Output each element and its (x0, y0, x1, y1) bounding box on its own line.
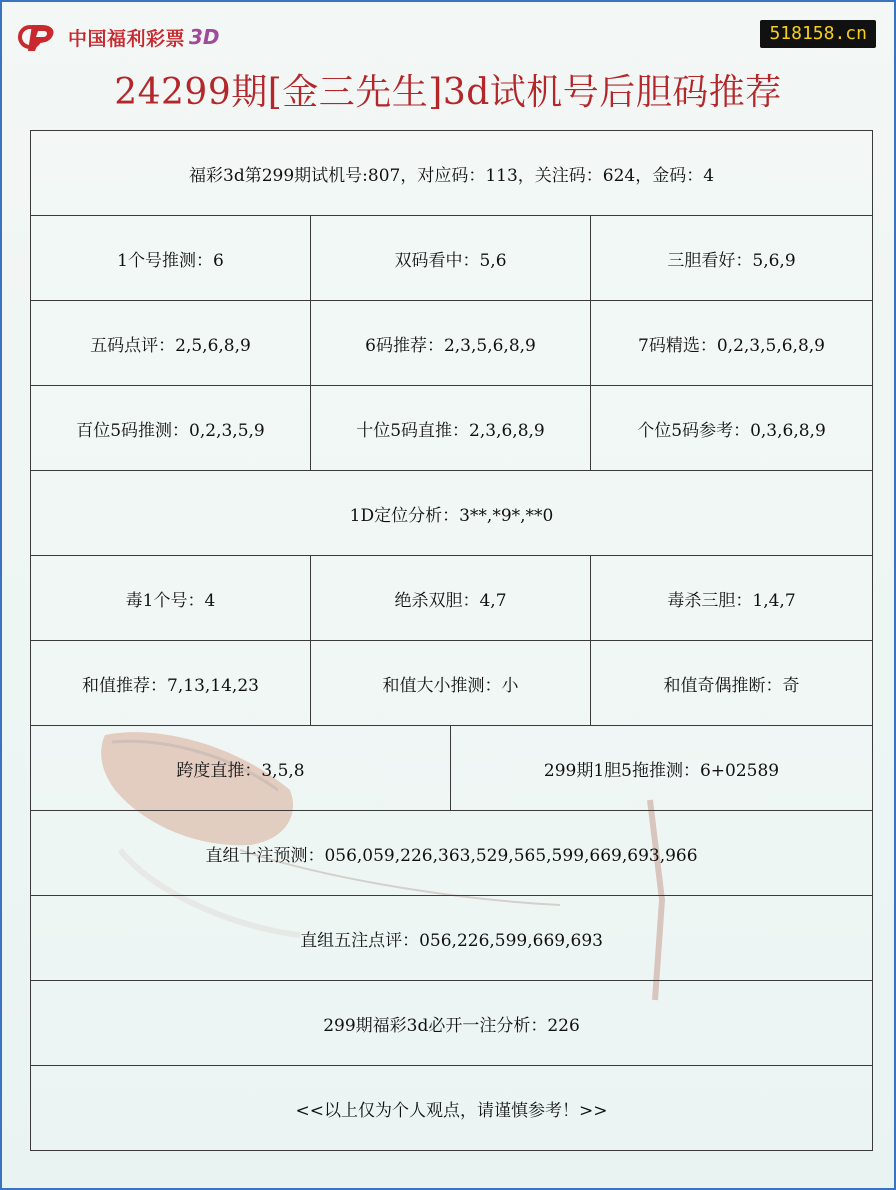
table-cell: 1个号推测：6 (31, 216, 311, 301)
table-row (31, 641, 873, 726)
logo-text: 中国福利彩票 (68, 27, 186, 50)
table-row (31, 301, 873, 386)
table-row (31, 811, 873, 896)
table-cell: 299期1胆5拖推测：6+02589 (451, 726, 873, 811)
disclaimer-note: <<以上仅为个人观点，请谨慎参考！>> (31, 1066, 873, 1151)
site-badge[interactable]: 518158.cn (760, 20, 876, 48)
table-cell: 个位5码参考：0,3,6,8,9 (591, 386, 873, 471)
table-row (31, 556, 873, 641)
table-cell: 绝杀双胆：4,7 (311, 556, 591, 641)
table-cell: 直组五注点评：056,226,599,669,693 (31, 896, 873, 981)
table-cell: 1D定位分析：3**,*9*,**0 (31, 471, 873, 556)
table-cell: 跨度直推：3,5,8 (31, 726, 451, 811)
page-title: 24299期[金三先生]3d试机号后胆码推荐 (114, 72, 782, 113)
table-cell: 双码看中：5,6 (311, 216, 591, 301)
table-cell: 百位5码推测：0,2,3,5,9 (31, 386, 311, 471)
table-cell: 和值推荐：7,13,14,23 (31, 641, 311, 726)
table-row (31, 471, 873, 556)
trial-number-summary: 福彩3d第299期试机号:807，对应码：113，关注码：624，金码：4 (31, 131, 873, 216)
table-cell: 毒1个号：4 (31, 556, 311, 641)
table-cell: 和值大小推测：小 (311, 641, 591, 726)
table-cell: 三胆看好：5,6,9 (591, 216, 873, 301)
table-cell: 299期福彩3d必开一注分析：226 (31, 981, 873, 1066)
table-cell: 直组十注预测：056,059,226,363,529,565,599,669,693,966 (31, 811, 873, 896)
table-row (31, 896, 873, 981)
table-cell: 6码推荐：2,3,5,6,8,9 (311, 301, 591, 386)
table-cell: 7码精选：0,2,3,5,6,8,9 (591, 301, 873, 386)
table-row (31, 726, 873, 811)
table-cell: 毒杀三胆：1,4,7 (591, 556, 873, 641)
table-cell: 五码点评：2,5,6,8,9 (31, 301, 311, 386)
table-row (31, 216, 873, 301)
prediction-table (30, 130, 873, 1151)
table-row (31, 131, 873, 216)
table-row (31, 981, 873, 1066)
lottery-logo-icon (18, 21, 62, 53)
logo-3d-mark: 3D (189, 25, 220, 49)
lottery-logo (18, 20, 220, 54)
table-row (31, 386, 873, 471)
table-cell: 十位5码直推：2,3,6,8,9 (311, 386, 591, 471)
table-row (31, 1066, 873, 1151)
table-cell: 和值奇偶推断：奇 (591, 641, 873, 726)
